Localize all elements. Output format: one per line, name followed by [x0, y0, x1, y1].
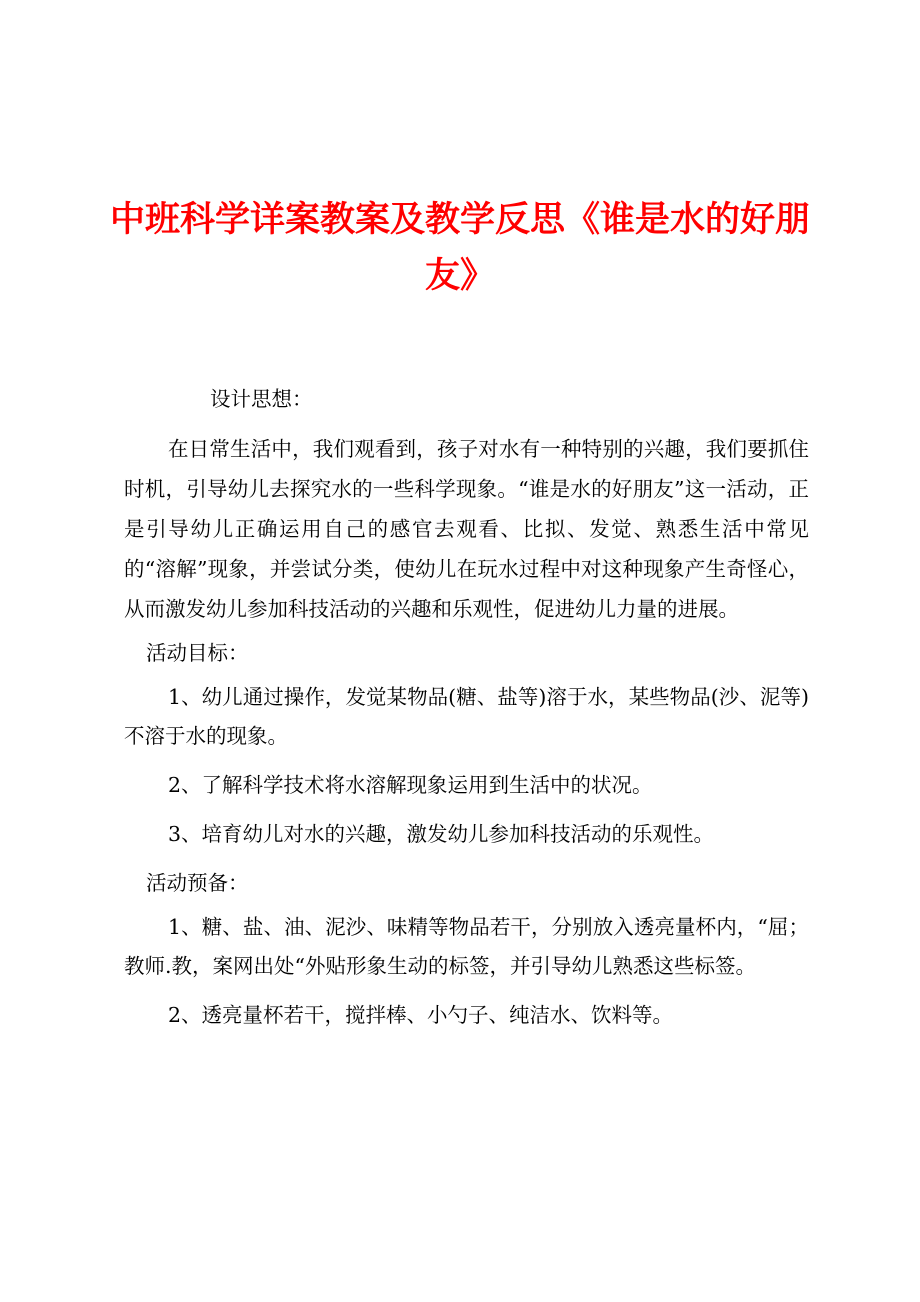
prep-item: 1、糖、盐、油、泥沙、味精等物品若干，分别放入透亮量杯内，“屈；教师.教，案网出处“外贴形象生动的标签，并引导幼儿熟悉这些标签。 — [124, 915, 809, 978]
goal-item: 1、幼儿通过操作，发觉某物品(糖、盐等)溶于水，某些物品(沙、泥等)不溶于水的现象。 — [124, 685, 809, 748]
document-body — [124, 380, 809, 1045]
goals-heading: 活动目标： — [146, 641, 249, 665]
prep-item: 2、透亮量杯若干，搅拌棒、小勺子、纯洁水、饮料等。 — [168, 1003, 674, 1027]
prep-heading: 活动预备： — [146, 871, 249, 895]
goal-item: 2、了解科学技术将水溶解现象运用到生活中的状况。 — [168, 773, 653, 797]
goal-item: 3、培育幼儿对水的兴趣，激发幼儿参加科技活动的乐观性。 — [168, 822, 715, 846]
document-title: 中班科学详案教案及教学反思《谁是水的好朋友》 — [110, 199, 811, 296]
design-label: 设计思想： — [210, 387, 313, 411]
design-paragraph: 在日常生活中，我们观看到，孩子对水有一种特别的兴趣，我们要抓住时机，引导幼儿去探究水的一些科学现象。“谁是水的好朋友”这一活动，正是引导幼儿正确运用自己的感官去观看、比拟、发觉、熟悉生活中常见的“溶解”现象，并尝试分类，使幼儿在玩水过程中对这种现象产生奇怪心，从而激发幼儿参加科技活动的兴趣和乐观性，促进幼儿力量的进展。 — [124, 437, 809, 621]
